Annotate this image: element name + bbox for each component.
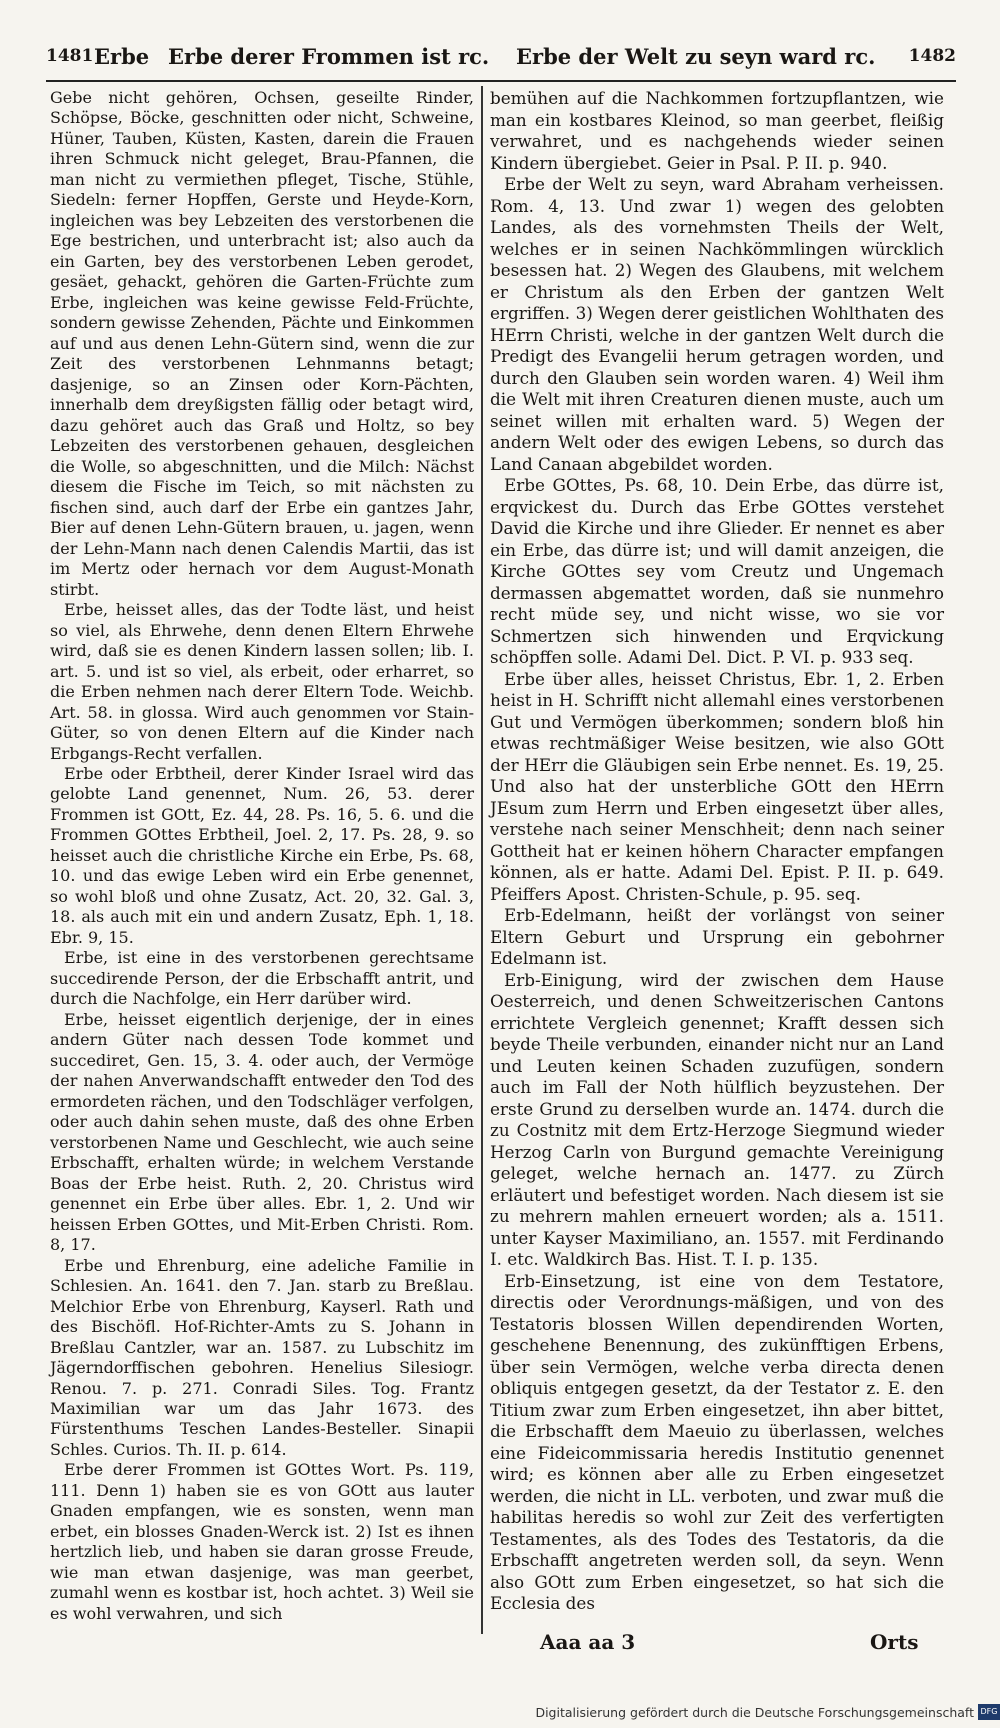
page-number-left: 1481 [46,46,94,66]
right-paragraph: Erb-Edelmann, heißt der vorlängst von seiner Eltern Geburt und Ursprung ein gebohrner Edelmann ist. [490,905,944,968]
dfg-logo: DFG [978,1704,1000,1720]
left-paragraph: Erbe, ist eine in des verstorbenen gerechtsame succedirende Person, der die Erbschafft antrit, und durch die Nachfolge, ein Herr darüber wird. [50,948,474,1009]
left-paragraph: Erbe oder Erbtheil, derer Kinder Israel wird das gelobte Land genennet, Num. 26, 53. derer Frommen ist GOtt, Ez. 44, 28. Ps. 16, 5. 6. und die Frommen GOttes Erbtheil, Joel. 2, 17. Ps. 28, 9. so heisset auch die christliche Kirche ein Erbe, Ps. 68, 10. und das ewige Leben wird ein Erbe genennet, so wohl bloß und ohne Zusatz, Act. 20, 32. Gal. 3, 18. als auch mit ein und andern Zusatz, Eph. 1, 18. Ebr. 9, 15. [50,763,474,947]
page-number-right: 1482 [908,46,956,66]
right-paragraph: Erbe der Welt zu seyn, ward Abraham verheissen. Rom. 4, 13. Und zwar 1) wegen des gelobten Landes, als des vornehmsten Theils der Welt, welches er in seinen Nachkömmlingen würcklich besessen hat. 2) Wegen des Glaubens, mit welchem er Christum als den Erben der gantzen Welt ergriffen. 3) Wegen derer geistlichen Wohlthaten des HErrn Christi, welche in der gantzen Welt durch die Predigt des Evangelii herum getragen worden, und durch den Glauben sein worden waren. 4) Weil ihm die Welt mit ihren Creaturen dienen muste, auch um seinet willen mit erhalten ward. 5) Wegen der andern Welt oder des ewigen Lebens, so durch das Land Canaan abgebildet worden. [490,174,944,474]
right-paragraph: Erbe GOttes, Ps. 68, 10. Dein Erbe, das dürre ist, erqvickest du. Durch das Erbe GOttes verstehet David die Kirche und ihre Glieder. Er nennet es aber ein Erbe, das dürre ist; und will damit anzeigen, die Kirche GOttes sey vom Creutz und Ungemach dermassen abgemattet worden, daß sie nunmehro recht müde sey, und nicht wisse, wo sie vor Schmertzen sich hinwenden und Erqvickung schöpffen solle. Adami Del. Dict. P. VI. p. 933 seq. [490,475,944,667]
left-paragraph: Gebe nicht gehören, Ochsen, geseilte Rinder, Schöpse, Böcke, geschnitten oder nicht, Schweine, Hüner, Tauben, Küsten, Kasten, darein die Frauen ihren Schmuck nicht geleget, Brau-Pfannen, die man nicht zu vermiethen pfleget, Tische, Stühle, Siedeln: ferner Hopffen, Gerste und Heyde-Korn, ingleichen was bey Lebzeiten des verstorbenen die Ege bestrichen, und unterbracht ist; also auch da ein Garten, bey des verstorbenen Leben gerodet, gesäet, gehackt, gehören die Garten-Früchte zum Erbe, ingleichen was keine gewisse Feld-Früchte, sondern gewisse Zehenden, Pächte und Einkommen auf und aus denen Lehn-Gütern sind, wenn die zur Zeit des verstorbenen Lehnmanns betagt; dasjenige, so an Zinsen oder Korn-Pächten, innerhalb dem dreyßigsten fällig oder betagt wird, dazu gehöret auch das Graß und Holtz, so bey Lebzeiten des verstorbenen gehauen, desgleichen die Wolle, so abgeschnitten, und die Milch: Nächst diesem die Fische im Teich, so mit nächsten zu fischen sind, auch darf der Erbe ein gantzes Jahr, Bier auf denen Lehn-Gütern brauen, u. jagen, wenn der Lehn-Mann nach denen Calendis Martii, das ist im Mertz oder hernach vor dem August-Monath stirbt. [50,88,474,599]
left-paragraph: Erbe, heisset eigentlich derjenige, der in eines andern Güter nach dessen Tode kommet und succediret, Gen. 15, 3. 4. oder auch, der Vermöge der nahen Anverwandschafft entweder den Tod des ermordeten rächen, und den Todschläger verfolgen, oder auch dahin sehen muste, daß des ohne Erben verstorbenen Name und Geschlecht, wie auch seine Erbschafft, erhalten würde; in welchem Verstande Boas der Erbe heist. Ruth. 2, 20. Christus wird genennet ein Erbe über alles. Ebr. 1, 2. Und wir heissen Erben GOttes, und Mit-Erben Christi. Rom. 8, 17. [50,1009,474,1255]
signature-mark: Aaa aa 3 [540,1630,636,1654]
catchword: Orts [870,1630,919,1654]
right-paragraph: Erb-Einigung, wird der zwischen dem Hause Oesterreich, und denen Schweitzerischen Cantons errichtete Vergleich genennet; Krafft dessen sich beyde Theile verbunden, einander nicht nur an Land und Leuten keinen Schaden zuzufügen, sondern auch im Fall der Noth hülflich beyzustehen. Der erste Grund zu derselben wurde an. 1474. durch die zu Costnitz mit dem Ertz-Herzoge Siegmund wieder Herzog Carln von Burgund gemachte Vereinigung geleget, welche hernach an. 1477. zu Zürch erläutert und befestiget worden. Nach diesem ist sie zu mehrern mahlen erneuert worden; als a. 1511. unter Kayser Maximiliano, an. 1557. mit Ferdinando I. etc. Waldkirch Bas. Hist. T. I. p. 135. [490,969,944,1269]
digitization-note: Digitalisierung gefördert durch die Deutsche Forschungsgemeinschaft [535,1705,974,1720]
left-column [50,88,474,1624]
column-divider [481,86,483,1634]
right-paragraph: Erbe über alles, heisset Christus, Ebr. 1, 2. Erben heist in H. Schrifft nicht allemahl eines verstorbenen Gut und Vermögen überkommen; sondern bloß hin etwas rechtmäßiger Weise besitzen, wie also GOtt der HErr die Gläubigen sein Erbe nennet. Es. 19, 25. Und also hat der unsterbliche GOtt den HErrn JEsum zum Herrn und Erben eingesetzt über alles, verstehe nach seiner Menschheit; denn nach seiner Gottheit hat er keinen höhern Character empfangen können, als er hatte. Adami Del. Epist. P. II. p. 649. Pfeiffers Apost. Christen-Schule, p. 95. seq. [490,668,944,904]
header-rule [46,80,956,82]
right-paragraph: bemühen auf die Nachkommen fortzupflantzen, wie man ein kostbares Kleinod, so man geerbet, fleißig verwahret, und es nachgehends wieder seinen Kindern übergiebet. Geier in Psal. P. II. p. 940. [490,88,944,173]
header-title-right: Erbe der Welt zu seyn ward rc. [516,44,876,69]
left-paragraph: Erbe und Ehrenburg, eine adeliche Familie in Schlesien. An. 1641. den 7. Jan. starb zu Breßlau. Melchior Erbe von Ehrenburg, Kayserl. Rath und des Bischöfl. Hof-Richter-Amts zu S. Johann in Breßlau Cantzler, war an. 1587. zu Lubschitz im Jägerndorffischen gebohren. Henelius Silesiogr. Renou. 7. p. 271. Conradi Siles. Tog. Frantz Maximilian war um das Jahr 1673. des Fürstenthums Teschen Landes-Besteller. Sinapii Schles. Curios. Th. II. p. 614. [50,1255,474,1459]
left-paragraph: Erbe, heisset alles, das der Todte läst, und heist so viel, als Ehrwehe, denn denen Eltern Ehrwehe wird, daß sie es denen Kindern lassen sollen; lib. I. art. 5. und ist so viel, als erbeit, oder erharret, so die Erben nehmen nach derer Eltern Tode. Weichb. Art. 58. in glossa. Wird auch genommen vor Stain-Güter, so von denen Eltern auf die Kinder nach Erbgangs-Recht verfallen. [50,600,474,763]
header-title-left: Erbe derer Frommen ist rc. [168,44,490,69]
right-column [490,88,944,1615]
digitization-footer [0,1698,1000,1728]
left-paragraph: Erbe derer Frommen ist GOttes Wort. Ps. 119, 111. Denn 1) haben sie es von GOtt aus lauter Gnaden empfangen, wie es sonsten, wenn man erbet, ein blosses Gnaden-Werck ist. 2) Ist es ihnen hertzlich lieb, und haben sie daran grosse Freude, wie man etwan dasjenige, was man geerbet, zumahl wenn es kostbar ist, hoch achtet. 3) Weil sie es wohl verwahren, und sich [50,1460,474,1623]
right-paragraph: Erb-Einsetzung, ist eine von dem Testatore, directis oder Verordnungs-mäßigen, und von des Testatoris blossen Willen dependirenden Worten, geschehene Benennung, des zukünfftigen Erbens, über sein Vermögen, welche verba directa denen obliquis entgegen gesetzt, da der Testator z. E. den Titium zwar zum Erben eingesetzet, ihn aber bittet, die Erbschafft dem Maeuio zu überlassen, welches eine Fideicommissaria heredis Institutio genennet wird; es können aber alle zu Erben eingesetzet werden, die nicht in LL. verboten, und zwar muß die habilitas heredis so wohl zur Zeit des verfertigten Testamentes, als des Todes des Testatoris, da die Erbschafft angetreten werden soll, da seyn. Wenn also GOtt zum Erben eingesetzet, so hat sich die Ecclesia des [490,1270,944,1613]
header-catchword-left: Erbe [94,44,150,69]
running-header [46,40,956,80]
